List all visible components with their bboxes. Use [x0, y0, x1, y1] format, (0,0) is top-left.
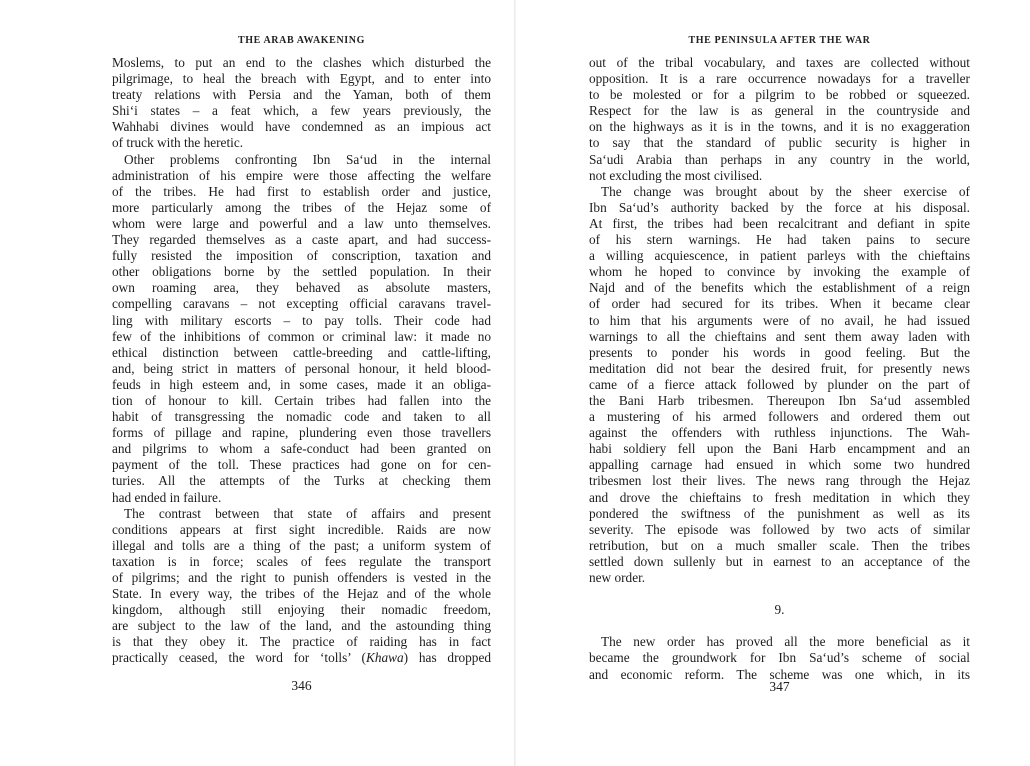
text-line: The new order has proved all the more beneficial as it — [601, 634, 970, 650]
text-line: pondered the swiftness of the punishment as well as its — [589, 505, 970, 521]
right-page — [589, 0, 970, 766]
text-line: At first, the tribes had been recalcitrant and defiant in spite — [589, 215, 970, 231]
text-line: practically ceased, the word for ‘tolls’ (Khawa) has dropped — [112, 650, 492, 666]
text-line: and, being strict in matters of personal honour, it held blood- — [112, 360, 491, 376]
text-line: more particularly among the tribes of the Hejaz some of — [112, 199, 491, 215]
book-gutter — [514, 0, 516, 766]
text-line: on the highways as it is in the towns, and it is no exaggeration — [589, 119, 970, 135]
text-line: and pilgrims to whom a safe-conduct had been granted on — [112, 441, 491, 457]
text-line: against the offenders with ruthless injunctions. The Wah- — [589, 425, 970, 441]
text-line: a mustering of his armed followers and ordered them out — [589, 409, 970, 425]
text-line: habit of transgressing the nomadic code and taken to all — [112, 409, 491, 425]
text-line: the Bani Harb tribesmen. Thereupon Ibn Sa‘ud assembled — [589, 392, 970, 408]
text-line: became the groundwork for Ibn Sa‘ud’s scheme of social — [589, 650, 970, 666]
text-line: State. In every way, the tribes of the Hejaz and of the whole — [112, 586, 491, 602]
text-line: of order had secured for its tribes. When it became clear — [589, 296, 970, 312]
right-page-body — [589, 55, 970, 683]
text-line: are subject to the law of the land, and the astounding thing — [112, 618, 491, 634]
text-line: pilgrimage, to heal the breach with Egypt, and to enter into — [112, 71, 491, 87]
text-line: conditions appears at first sight incredible. Raids are now — [112, 521, 491, 537]
left-page — [112, 0, 491, 766]
text-line: own roaming area, they behaved as absolute masters, — [112, 280, 491, 296]
running-head-left: THE ARAB AWAKENING — [238, 35, 365, 46]
text-line: tribesmen lost their lives. The news rang through the Hejaz — [589, 473, 970, 489]
text-line: new order. — [589, 570, 646, 585]
page-number-right: 347 — [769, 679, 790, 694]
text-line: came of a fierce attack followed by plunder on the part of — [589, 376, 970, 392]
text-line: Respect for the law is as general in the countryside and — [589, 103, 970, 119]
text-line: ethical distinction between cattle-breeding and cattle-lifting, — [112, 344, 491, 360]
text-line: feuds in high esteem and, in some cases, made it an obliga- — [112, 376, 491, 392]
text-line: Shi‘i states – a feat which, a few years previously, the — [112, 103, 491, 119]
text-line: opposition. It is a rare occurrence nowadays for a traveller — [589, 71, 970, 87]
text-line: kingdom, although still enjoying their nomadic freedom, — [112, 602, 491, 618]
text-line: to be molested or for a pilgrim to be robbed or squeezed. — [589, 87, 970, 103]
text-line: and drove the chieftains to fresh meditation in which they — [589, 489, 970, 505]
text-line: appalling carnage had ensued in which some two hundred — [589, 457, 970, 473]
text-line: of truck with the heretic. — [112, 135, 244, 151]
text-line: whom he hoped to convince by invoking the example of — [589, 264, 970, 280]
text-line: out of the tribal vocabulary, and taxes are collected without — [589, 55, 970, 70]
text-line: retribution, but on a much smaller scale. Then the tribes — [589, 537, 970, 553]
text-line: illegal and tolls are a thing of the past; a uniform system of — [112, 537, 491, 553]
text-line: presents to ponder his words in good feeling. But the — [589, 344, 970, 360]
text-line: not excluding the most civilised. — [589, 167, 763, 183]
text-line: of pilgrims; and the right to punish offenders is vested in the — [112, 570, 491, 585]
text-line: Sa‘udi Arabia than perhaps in any country in the world, — [589, 151, 970, 167]
text-line: They regarded themselves as a caste apart, and had success- — [112, 232, 491, 248]
text-line: of his stern warnings. He had taken pains to secure — [589, 232, 970, 248]
text-line: treaty relations with Persia and the Yaman, both of them — [112, 87, 491, 103]
text-line — [589, 586, 970, 602]
text-line: Najd and of the benefits which the establishment of a reign — [589, 280, 970, 296]
text-line: to him that his arguments were of no avail, he had issued — [589, 312, 970, 328]
text-line: tion of honour to kill. Certain tribes had fallen into the — [112, 392, 491, 408]
text-line: settled down sullenly but in earnest to an acceptance of the — [589, 553, 970, 569]
text-line: warnings to all the chieftains and sent them away laden with — [589, 328, 970, 344]
text-line: is that they obey it. The practice of raiding has in fact — [112, 634, 491, 650]
text-line: other obligations borne by the settled population. In their — [112, 264, 491, 280]
text-line: forms of pillage and rapine, plundering even those travellers — [112, 425, 491, 441]
text-line: few of the inhibitions of common or criminal law: it made no — [112, 328, 491, 344]
running-head-right: THE PENINSULA AFTER THE WAR — [688, 35, 871, 46]
text-line — [589, 618, 970, 634]
page-number-left: 346 — [291, 678, 312, 693]
text-line: of the tribes. He had first to establish order and justice, — [112, 183, 491, 199]
text-line: Wahhabi divines would have condemned as an impious act — [112, 119, 491, 135]
text-line: a willing acquiescence, in patient parleys with the chieftains — [589, 248, 970, 264]
text-line: habi soldiery fell upon the Bani Harb encampment and an — [589, 441, 970, 457]
text-line: The contrast between that state of affairs and present — [124, 505, 491, 521]
text-line: turies. All the attempts of the Turks at checking them — [112, 473, 491, 489]
text-line: Moslems, to put an end to the clashes which disturbed the — [112, 55, 491, 70]
text-line: whom were large and powerful and a law unto themselves. — [112, 215, 491, 231]
text-line: administration of his empire were those affecting the welfare — [112, 167, 491, 183]
left-page-body — [112, 55, 491, 667]
text-line: and economic reform. The scheme was one which, in its — [589, 666, 970, 682]
text-line: severity. The episode was followed by two acts of similar — [589, 521, 970, 537]
text-line: meditation did not bear the desired fruit, for presently news — [589, 360, 970, 376]
text-line: payment of the toll. These practices had gone on for cen- — [112, 457, 491, 473]
text-line: compelling caravans – not excepting official caravans travel- — [112, 296, 491, 312]
text-line: fully resisted the imposition of conscription, taxation and — [112, 248, 491, 264]
section-number: 9. — [774, 602, 785, 618]
text-line: Other problems confronting Ibn Sa‘ud in the internal — [124, 151, 491, 167]
text-line: Ibn Sa‘ud’s authority backed by the force at his disposal. — [589, 199, 970, 215]
text-line: taxation is in force; scales of fees regulate the transport — [112, 553, 491, 569]
text-line: ling with military escorts – to pay tolls. Their code had — [112, 312, 491, 328]
text-line: to say that the standard of public security is higher in — [589, 135, 970, 151]
text-line: The change was brought about by the sheer exercise of — [601, 183, 970, 199]
text-line: had ended in failure. — [112, 489, 222, 505]
